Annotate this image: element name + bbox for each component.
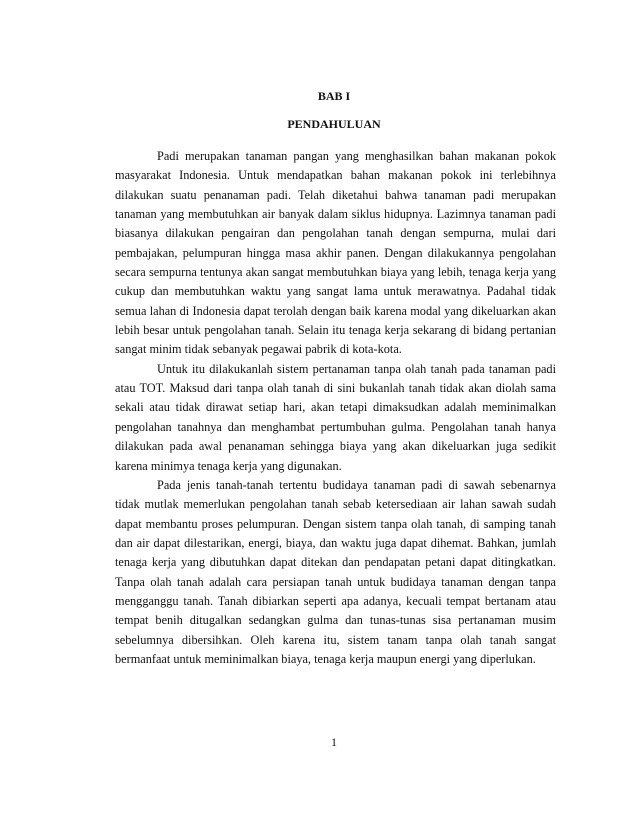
paragraph-3: Pada jenis tanah-tanah tertentu budidaya tanaman padi di sawah sebenarnya tidak mutlak memerlukan pengolahan tanah sebab ketersediaan air lahan sawah sudah dapat membantu proses pelumpuran. Dengan sistem tanpa olah tanah, di samping tanah dan air dapat dilestarikan, energi, biaya, dan waktu juga dapat dihemat. Bahkan, jumlah tenaga kerja yang dibutuhkan dapat ditekan dan pendapatan petani dapat ditingkatkan. Tanpa olah tanah adalah cara persiapan tanah untuk budidaya tanaman dengan tanpa mengganggu tanah. Tanah dibiarkan seperti apa adanya, kecuali tempat bertanam atau tempat benih ditugalkan sedangkan gulma dan tunas-tunas sisa pertanaman musim sebelumnya dibersihkan. Oleh karena itu, sistem tanam tanpa olah tanah sangat bermanfaat untuk meminimalkan biaya, tenaga kerja maupun energi yang diperlukan.: [115, 477, 556, 666]
paragraph-2: Untuk itu dilakukanlah sistem pertanaman tanpa olah tanah pada tanaman padi atau TOT. Maksud dari tanpa olah tanah di sini bukanlah tanah tidak akan diolah sama sekali atau tidak dirawat setiap hari, akan tetapi dimaksudkan adalah meminimalkan pengolahan tanahnya dan menghambat pertumbuhan gulma. Pengolahan tanah hanya dilakukan pada awal penanaman sehingga biaya yang akan dikeluarkan juga sedikit karena minimya tenaga kerja yang digunakan.: [115, 361, 556, 473]
page-number: 1: [331, 735, 337, 749]
chapter-number: BAB I: [317, 89, 351, 103]
chapter-title: PENDAHULUAN: [287, 117, 381, 131]
paragraph-1: Padi merupakan tanaman pangan yang menghasilkan bahan makanan pokok masyarakat Indonesia. Untuk mendapatkan bahan makanan pokok ini terlebihnya dilakukan suatu penanaman padi. Telah diketahui bahwa tanaman padi merupakan tanaman yang membutuhkan air banyak dalam siklus hidupnya. Lazimnya tanaman padi biasanya dilakukan pengairan dan pengolahan tanah dengan sempurna, mulai dari pembajakan, pelumpuran hingga masa akhir panen. Dengan dilakukannya pengolahan secara sempurna tentunya akan sangat membutuhkan biaya yang lebih, tenaga kerja yang cukup dan membutuhkan waktu yang sangat lama untuk merawatnya. Padahal tidak semua lahan di Indonesia dapat terolah dengan baik karena modal yang dikeluarkan akan lebih besar untuk pengolahan tanah. Selain itu tenaga kerja sekarang di bidang pertanian sangat minim tidak sebanyak pegawai pabrik di kota-kota.: [115, 149, 556, 357]
body-text: [115, 147, 556, 669]
